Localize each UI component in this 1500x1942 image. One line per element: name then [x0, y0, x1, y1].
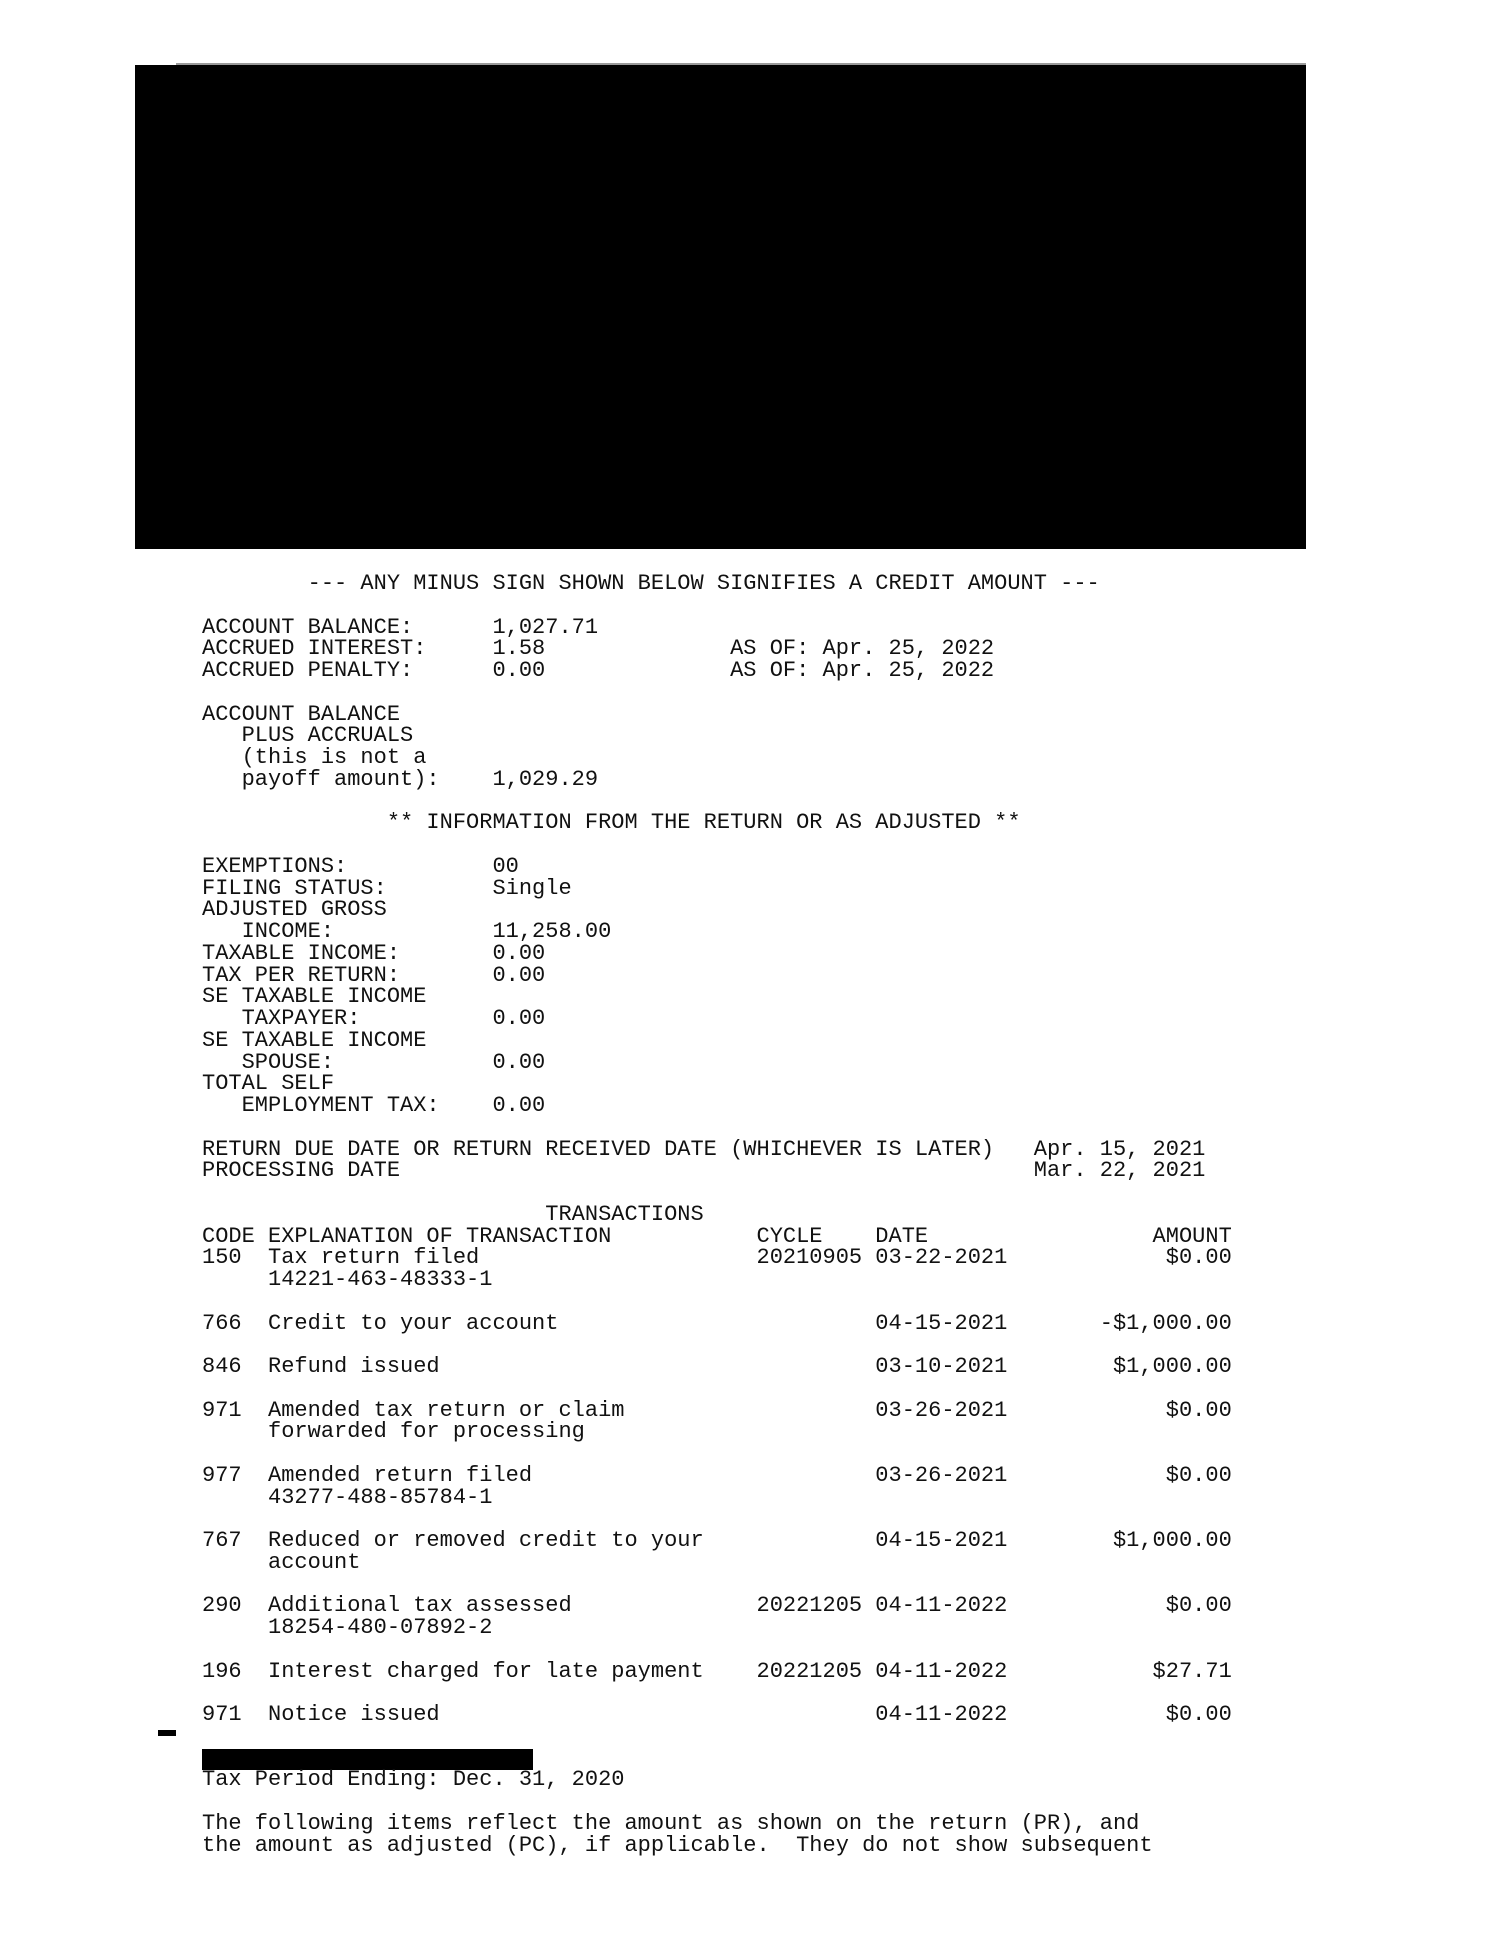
credit-notice: --- ANY MINUS SIGN SHOWN BELOW SIGNIFIES A CREDIT AMOUNT --- [202, 571, 1100, 596]
transaction-detail: 43277-488-85784-1 [202, 1484, 493, 1510]
se-taxpayer-label: SE TAXABLE INCOME [202, 984, 427, 1010]
blank-line [202, 682, 1232, 704]
transaction-row: 971 Amended tax return or claim 03-26-2021 $0.00 [202, 1397, 1232, 1423]
blank-line [202, 1182, 1232, 1204]
transaction-row: 846 Refund issued 03-10-2021 $1,000.00 [202, 1354, 1232, 1379]
accrued-interest: ACCRUED INTEREST: 1.58 AS OF: Apr. 25, 2022 [202, 636, 995, 662]
return-info-heading: ** INFORMATION FROM THE RETURN OR AS ADJUSTED ** [202, 810, 1021, 836]
blank-line [202, 1291, 1232, 1313]
processing-date: PROCESSING DATE Mar. 22, 2021 [202, 1158, 1206, 1184]
transaction-row: 766 Credit to your account 04-15-2021 -$1,000.00 [202, 1310, 1232, 1336]
transaction-row: 767 Reduced or removed credit to your 04-15-2021 $1,000.00 [202, 1528, 1232, 1553]
blank-line [202, 1682, 1232, 1704]
transactions-header: CODE EXPLANATION OF TRANSACTION CYCLE DATE AMOUNT [202, 1223, 1232, 1249]
footer-paragraph-line: The following items reflect the amount as shown on the return (PR), and [202, 1810, 1140, 1836]
se-spouse-value: SPOUSE: 0.00 [202, 1049, 546, 1075]
plus-accruals-value: payoff amount): 1,029.29 [202, 766, 599, 792]
transaction-row: 971 Notice issued 04-11-2022 $0.00 [202, 1702, 1232, 1727]
blank-line [202, 1117, 1232, 1139]
transaction-row: 150 Tax return filed 20210905 03-22-2021 $0.00 [202, 1245, 1232, 1271]
transactions-title: TRANSACTIONS [202, 1201, 704, 1227]
taxable-income: TAXABLE INCOME: 0.00 [202, 940, 546, 966]
return-due-date: RETURN DUE DATE OR RETURN RECEIVED DATE (WHICHEVER IS LATER) Apr. 15, 2021 [202, 1136, 1206, 1162]
accrued-penalty: ACCRUED PENALTY: 0.00 AS OF: Apr. 25, 2022 [202, 658, 995, 683]
transaction-row: 290 Additional tax assessed 20221205 04-11-2022 $0.00 [202, 1593, 1232, 1619]
transaction-detail: 14221-463-48333-1 [202, 1267, 493, 1292]
transaction-row: 977 Amended return filed 03-26-2021 $0.00 [202, 1462, 1232, 1488]
se-taxpayer-value: TAXPAYER: 0.00 [202, 1006, 546, 1031]
blank-line [202, 1508, 1232, 1530]
tax-period-ending: Tax Period Ending: Dec. 31, 2020 [202, 1767, 625, 1793]
redacted-line [202, 1748, 1232, 1770]
transaction-detail: forwarded for processing [202, 1419, 585, 1445]
transaction-detail: 18254-480-07892-2 [202, 1615, 493, 1640]
total-se-label: TOTAL SELF [202, 1071, 335, 1097]
blank-line [202, 834, 1232, 856]
plus-accruals-label: ACCOUNT BALANCE [202, 701, 401, 727]
redacted-header-block [135, 65, 1306, 549]
blank-line [202, 1443, 1232, 1465]
plus-accruals-label: PLUS ACCRUALS [202, 723, 414, 749]
exemptions: EXEMPTIONS: 00 [202, 853, 519, 879]
agi-label: ADJUSTED GROSS [202, 897, 387, 923]
se-spouse-label: SE TAXABLE INCOME [202, 1027, 427, 1053]
transaction-row: 196 Interest charged for late payment 20221205 04-11-2022 $27.71 [202, 1658, 1232, 1684]
filing-status: FILING STATUS: Single [202, 875, 572, 901]
footer-paragraph-line: the amount as adjusted (PC), if applicable. They do not show subsequent [202, 1832, 1153, 1858]
blank-line [202, 1726, 1232, 1748]
blank-line [202, 1574, 1232, 1596]
blank-line [202, 1334, 1232, 1356]
blank-line [202, 1639, 1232, 1661]
transaction-detail: account [202, 1549, 361, 1575]
margin-mark [158, 1730, 176, 1736]
blank-line [202, 791, 1232, 813]
blank-line [202, 595, 1232, 617]
transcript-body [202, 573, 1232, 1856]
blank-line [202, 1791, 1232, 1813]
plus-accruals-label: (this is not a [202, 745, 427, 770]
account-balance: ACCOUNT BALANCE: 1,027.71 [202, 614, 599, 640]
blank-line [202, 1378, 1232, 1400]
agi-value: INCOME: 11,258.00 [202, 919, 612, 944]
tax-per-return: TAX PER RETURN: 0.00 [202, 962, 546, 988]
total-se-value: EMPLOYMENT TAX: 0.00 [202, 1093, 546, 1118]
